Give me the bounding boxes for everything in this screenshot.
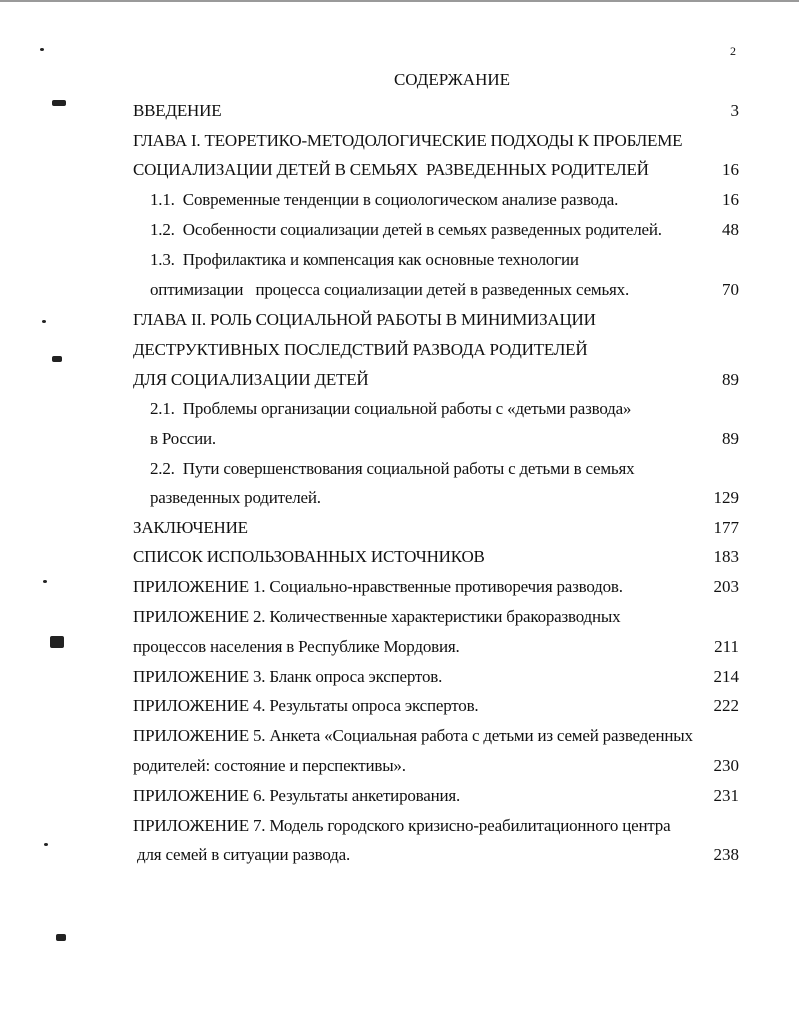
toc-entry-text: ПРИЛОЖЕНИЕ 5. Анкета «Социальная работа с детьми из семей разведенных: [133, 726, 693, 745]
toc-entry-text: СОЦИАЛИЗАЦИИ ДЕТЕЙ В СЕМЬЯХ РАЗВЕДЕННЫХ РОДИТЕЛЕЙ: [133, 160, 649, 179]
toc-entry-page: 89: [722, 370, 739, 389]
scan-speck: [52, 356, 62, 362]
toc-entry-text: ДЛЯ СОЦИАЛИЗАЦИИ ДЕТЕЙ: [133, 370, 369, 389]
toc-entry-page: 129: [713, 488, 739, 507]
scan-speck: [42, 320, 46, 323]
toc-entry-page: 211: [714, 637, 739, 656]
toc-entry-text: ГЛАВА I. ТЕОРЕТИКО-МЕТОДОЛОГИЧЕСКИЕ ПОДХОДЫ К ПРОБЛЕМЕ: [133, 131, 683, 150]
toc-entry-text: процессов населения в Республике Мордовия.: [133, 637, 460, 656]
toc-entry-text: оптимизации процесса социализации детей в разведенных семьях.: [150, 280, 630, 299]
toc-entry-text: ДЕСТРУКТИВНЫХ ПОСЛЕДСТВИЙ РАЗВОДА РОДИТЕЛЕЙ: [133, 340, 588, 359]
toc-entry-text: ПРИЛОЖЕНИЕ 6. Результаты анкетирования.: [133, 786, 461, 805]
toc-entry-page: 89: [722, 429, 739, 448]
toc-entry-page: 70: [722, 280, 739, 299]
toc-entry-text: ПРИЛОЖЕНИЕ 7. Модель городского кризисно-реабилитационного центра: [133, 816, 671, 835]
toc-entry-text: ПРИЛОЖЕНИЕ 1. Социально-нравственные противоречия разводов.: [133, 577, 623, 596]
toc-entry-text: ПРИЛОЖЕНИЕ 2. Количественные характеристики бракоразводных: [133, 607, 621, 626]
toc-entry-text: 1.3. Профилактика и компенсация как основные технологии: [150, 250, 579, 269]
toc-entry-text: 2.2. Пути совершенствования социальной работы с детьми в семьях: [150, 459, 635, 478]
toc-entry-page: 48: [722, 220, 739, 239]
toc-entry-text: 1.2. Особенности социализации детей в семьях разведенных родителей.: [150, 220, 662, 239]
scan-speck: [50, 636, 64, 648]
toc-entry-page: 177: [713, 518, 739, 537]
toc-entry-text: разведенных родителей.: [150, 488, 321, 507]
toc-entry-text: ГЛАВА II. РОЛЬ СОЦИАЛЬНОЙ РАБОТЫ В МИНИМИЗАЦИИ: [133, 310, 596, 329]
toc-entry-text: 1.1. Современные тенденции в социологическом анализе развода.: [150, 190, 619, 209]
toc-entry-text: ПРИЛОЖЕНИЕ 4. Результаты опроса экспертов.: [133, 696, 479, 715]
toc-entry-page: 16: [722, 160, 739, 179]
toc-entry-text: ЗАКЛЮЧЕНИЕ: [133, 518, 248, 537]
toc-entry-page: 183: [713, 547, 739, 566]
scan-speck: [44, 843, 48, 846]
scan-edge-line: [0, 0, 799, 2]
scan-speck: [40, 48, 44, 51]
toc-entry-text: для семей в ситуации развода.: [133, 845, 351, 864]
toc-entry-page: 214: [713, 667, 739, 686]
toc-entry-page: 238: [713, 845, 739, 864]
toc-entry-text: ПРИЛОЖЕНИЕ 3. Бланк опроса экспертов.: [133, 667, 443, 686]
scan-speck: [43, 580, 47, 583]
toc-entry-page: 3: [730, 101, 739, 120]
toc-entry-text: ВВЕДЕНИЕ: [133, 101, 222, 120]
toc-entry-page: 231: [713, 786, 739, 805]
toc-entry-text: СПИСОК ИСПОЛЬЗОВАННЫХ ИСТОЧНИКОВ: [133, 547, 485, 566]
toc-entry-text: в России.: [150, 429, 216, 448]
toc-entry-page: 16: [722, 190, 739, 209]
toc-entry-page: 222: [713, 696, 739, 715]
page-number: 2: [730, 44, 736, 58]
toc-entry-text: родителей: состояние и перспективы».: [133, 756, 406, 775]
toc-entry-text: 2.1. Проблемы организации социальной работы с «детьми развода»: [150, 399, 632, 418]
scan-speck: [56, 934, 66, 941]
toc-entry-page: 230: [713, 756, 739, 775]
toc-title: СОДЕРЖАНИЕ: [393, 70, 511, 89]
toc-entry-page: 203: [713, 577, 739, 596]
scan-speck: [52, 100, 66, 106]
